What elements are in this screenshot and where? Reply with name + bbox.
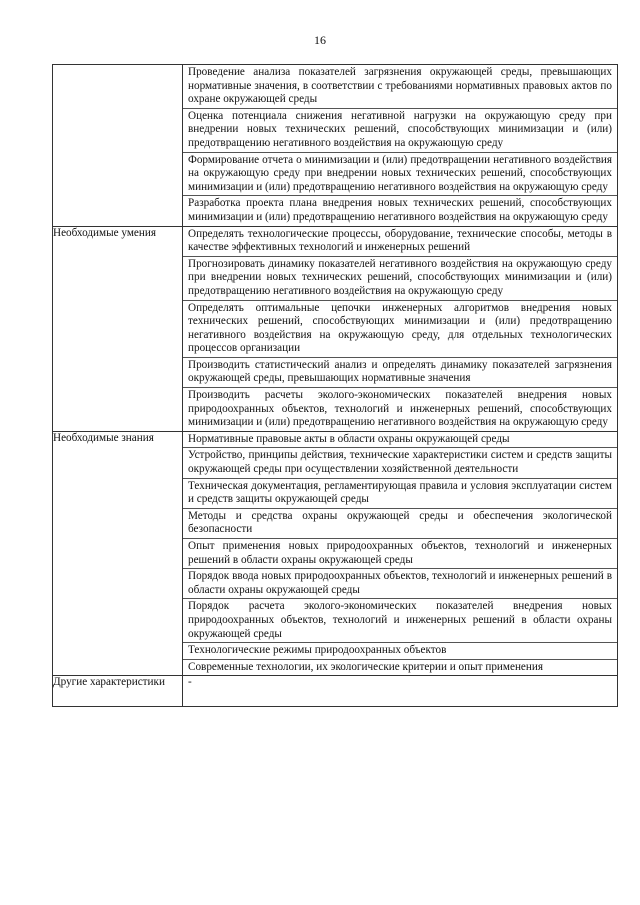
list-item: Технологические режимы природоохранных объектов bbox=[183, 643, 617, 660]
section-label bbox=[53, 65, 183, 227]
section-label: Необходимые знания bbox=[53, 431, 183, 676]
list-item: Порядок ввода новых природоохранных объектов, технологий и инженерных решений в области охраны окружающей среды bbox=[183, 569, 617, 599]
section-other-characteristics bbox=[53, 676, 618, 707]
list-item: Опыт применения новых природоохранных объектов, технологий и инженерных решений в области охраны окружающей среды bbox=[183, 539, 617, 569]
list-item: Порядок расчета эколого-экономических показателей внедрения новых природоохранных объектов, технологий и инженерных решений в области охраны окружающей среды bbox=[183, 599, 617, 643]
list-item: Разработка проекта плана внедрения новых технических решений, способствующих минимизации и (или) предотвращению негативного воздействия на окружающую среду bbox=[188, 197, 612, 223]
list-item: - bbox=[188, 676, 192, 689]
list-item: Прогнозировать динамику показателей негативного воздействия на окружающую среду при внедрении новых технических решений, способствующих минимизации и (или) предотвращению негативного воздействия на окружающую среду bbox=[183, 257, 617, 301]
section-labor-actions bbox=[53, 65, 618, 227]
list-item: Определять оптимальные цепочки инженерных алгоритмов внедрения новых технических решений, способствующих минимизации и (или) предотвращению негативного воздействия на окружающую среду, для отдельных технологических процессов организации bbox=[183, 301, 617, 358]
list-item: Проведение анализа показателей загрязнения окружающей среды, превышающих нормативные значения, в соответствии с требованиями нормативных правовых актов по охране окружающей среды bbox=[183, 65, 617, 109]
list-item: Нормативные правовые акты в области охраны окружающей среды bbox=[183, 432, 617, 449]
section-required-knowledge bbox=[53, 431, 618, 676]
list-item: Определять технологические процессы, оборудование, технические способы, методы в качестве эффективных технологий и инженерных решений bbox=[183, 227, 617, 257]
page-number: 16 bbox=[314, 33, 326, 47]
list-item: Техническая документация, регламентирующая правила и условия эксплуатации систем и средств защиты окружающей среды bbox=[183, 479, 617, 509]
list-item: Производить расчеты эколого-экономических показателей внедрения новых природоохранных объектов, технологий и инженерных решений, способствующих минимизации и (или) предотвращению негативного воздействия на окружающую среду bbox=[188, 389, 612, 429]
section-label: Другие характеристики bbox=[53, 676, 183, 707]
list-item: Современные технологии, их экологические критерии и опыт применения bbox=[188, 660, 544, 673]
requirements-table bbox=[52, 64, 618, 707]
section-required-skills bbox=[53, 226, 618, 431]
list-item: Формирование отчета о минимизации и (или) предотвращении негативного воздействия на окружающую среду при внедрении новых технических решений, способствующих минимизации и (или) предотвращению негативного воздействия на окружающую среду bbox=[183, 153, 617, 197]
list-item: Методы и средства охраны окружающей среды и обеспечения экологической безопасности bbox=[183, 509, 617, 539]
list-item: Оценка потенциала снижения негативной нагрузки на окружающую среду при внедрении новых технических решений, способствующих минимизации и (или) предотвращению негативного воздействия на окружающую среду bbox=[183, 109, 617, 153]
list-item: Производить статистический анализ и определять динамику показателей загрязнения окружающей среды, превышающих нормативные значения bbox=[183, 358, 617, 388]
section-label: Необходимые умения bbox=[53, 226, 183, 431]
list-item: Устройство, принципы действия, технические характеристики систем и средств защиты окружающей среды при осуществлении хозяйственной деятельности bbox=[183, 448, 617, 478]
